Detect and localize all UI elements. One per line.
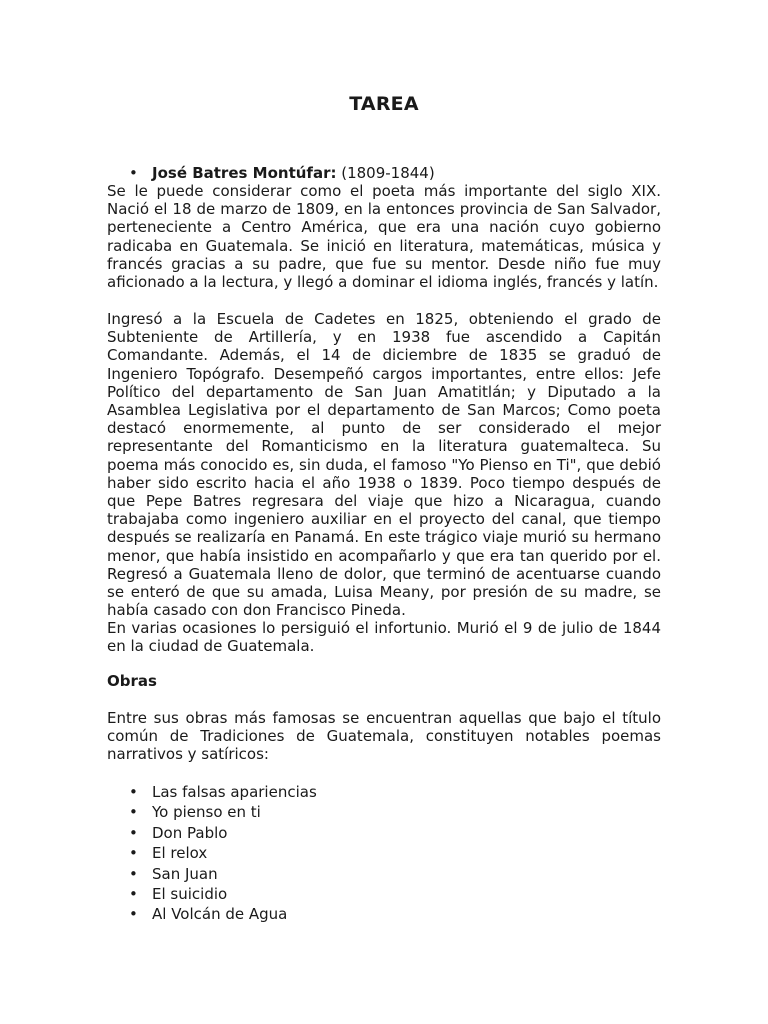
author-name: José Batres Montúfar: (152, 164, 337, 182)
biography-paragraph-1: Se le puede considerar como el poeta más importante del siglo XIX. Nació el 18 de marzo de 1809, en la entonces provincia de San Salvador, perteneciente a Centro América, que era una nación cuyo gobierno radicaba en Guatemala. Se inició en literatura, matemáticas, música y francés gracias a su padre, que fue su mentor. Desde niño fue muy aficionado a la lectura, y llegó a dominar el idioma inglés, francés y latín. (107, 182, 661, 292)
list-item (129, 864, 317, 884)
bullet-icon: • (129, 783, 138, 801)
biography-paragraph-3: En varias ocasiones lo persiguió el infortunio. Murió el 9 de julio de 1844 en la ciudad de Guatemala. (107, 619, 661, 656)
obras-heading: Obras (107, 672, 157, 690)
bullet-icon: • (129, 885, 138, 904)
author-years: (1809-1844) (336, 164, 435, 182)
work-title: El suicidio (152, 885, 228, 904)
work-title: Yo pienso en ti (152, 803, 261, 822)
list-item (129, 884, 317, 904)
biography-paragraph-2: Ingresó a la Escuela de Cadetes en 1825, obteniendo el grado de Subteniente de Artillería, y en 1938 fue ascendido a Capitán Comandante. Además, el 14 de diciembre de 1835 se graduó de Ingeniero Topógrafo. Desempeñó cargos importantes, entre ellos: Jefe Político del departamento de San Juan Amatitlán; y Diputado a la Asamblea Legislativa por el departamento de San Marcos; Como poeta destacó enormemente, al punto de ser considerado el mejor representante del Romanticismo en la literatura guatemalteca. Su poema más conocido es, sin duda, el famoso "Yo Pienso en Ti", que debió haber sido escrito hacia el año 1938 o 1839. Poco tiempo después de que Pepe Batres regresara del viaje que hizo a Nicaragua, cuando trabajaba como ingeniero auxiliar en el proyecto del canal, que tiempo después se realizaría en Panamá. En este trágico viaje murió su hermano menor, que había insistido en acompañarlo y que era tan querido por el. Regresó a Guatemala lleno de dolor, que terminó de acentuarse cuando se enteró de que su amada, Luisa Meany, por presión de su madre, se había casado con don Francisco Pineda. (107, 310, 661, 620)
list-item (129, 802, 317, 822)
obras-intro: Entre sus obras más famosas se encuentran aquellas que bajo el título común de Tradiciones de Guatemala, constituyen notables poemas narrativos y satíricos: (107, 709, 661, 764)
list-item (129, 782, 317, 802)
list-item (129, 904, 317, 924)
work-title: Las falsas apariencias (152, 783, 317, 801)
list-item (129, 823, 317, 843)
document-title: TAREA (349, 93, 419, 115)
works-list (129, 782, 317, 925)
bullet-icon: • (129, 844, 138, 863)
work-title: San Juan (152, 864, 218, 883)
work-title: El relox (152, 844, 208, 863)
bullet-icon: • (129, 823, 138, 842)
list-item (129, 843, 317, 863)
bullet-icon: • (129, 164, 138, 182)
author-line (129, 164, 435, 182)
bullet-icon: • (129, 905, 138, 924)
work-title: Al Volcán de Agua (152, 905, 288, 924)
bullet-icon: • (129, 864, 138, 883)
bullet-icon: • (129, 803, 138, 822)
work-title: Don Pablo (152, 823, 228, 842)
